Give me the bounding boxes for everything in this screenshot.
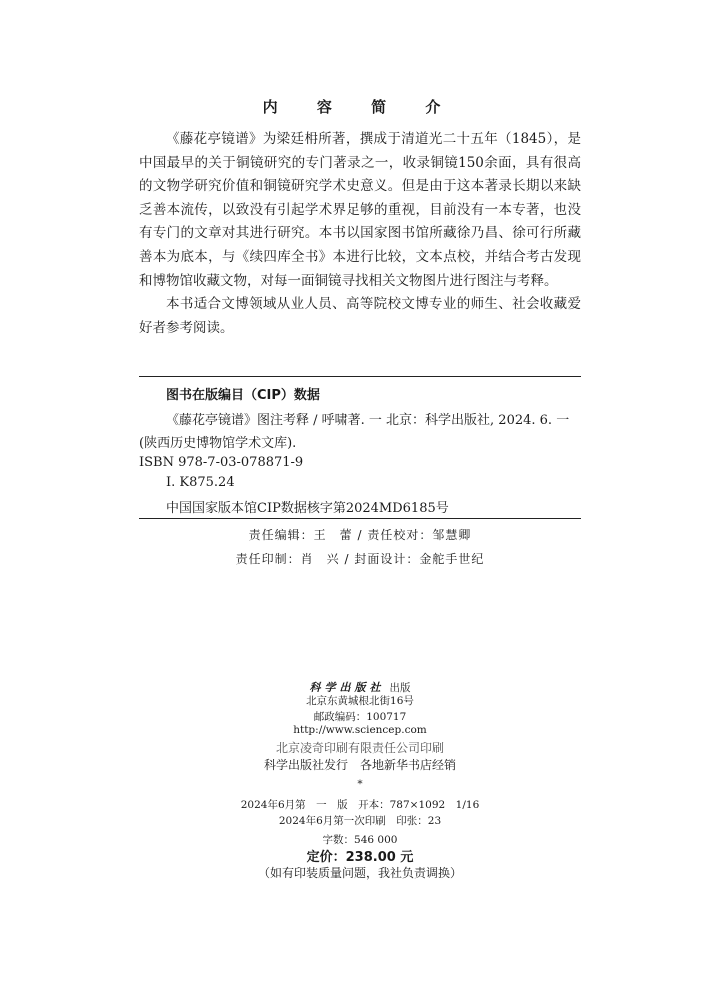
cip-series-line: (陕西历史博物馆学术文库).: [139, 436, 297, 451]
publisher-name: 科学出版社: [309, 681, 385, 694]
cip-top-rule: [139, 376, 581, 377]
editorial-staff-line-2: 责任印制：肖 兴 / 封面设计：金舵手世纪: [235, 552, 485, 566]
cip-heading: 图书在版编目（CIP）数据: [166, 388, 320, 403]
publisher-url: http://www.sciencep.com: [293, 724, 427, 736]
editorial-staff-line-1: 责任编辑：王 蕾 / 责任校对：邹慧卿: [248, 528, 472, 542]
summary-paragraph-2: 本书适合文博领域从业人员、高等院校文博专业的师生、社会收藏爱好者参考阅读。: [139, 296, 581, 336]
cip-bottom-rule: [139, 518, 581, 519]
edition-line: 2024年6月第 一 版 开本：787×1092 1/16: [240, 799, 480, 811]
quality-note: （如有印装质量问题，我社负责调换）: [257, 866, 462, 880]
word-count: 字数：546 000: [322, 834, 398, 846]
cip-bibliographic-line: 《藤花亭镜谱》图注考释 / 呼啸著. 一 北京：科学出版社, 2024. 6. 一: [166, 413, 570, 428]
cip-isbn: ISBN 978-7-03-078871-9: [139, 455, 304, 470]
price: 定价：238.00 元: [306, 850, 414, 865]
distribution-line: 科学出版社发行 各地新华书店经销: [263, 758, 456, 772]
publisher-suffix: 出版: [389, 682, 411, 694]
cip-classification: Ⅰ. K875.24: [166, 475, 235, 490]
printing-line: 2024年6月第一次印刷 印张：23: [278, 815, 442, 827]
separator-asterisk: *: [357, 778, 363, 790]
postcode: 邮政编码：100717: [313, 711, 407, 723]
publisher-address: 北京东黄城根北街16号: [306, 695, 414, 707]
printer-line: 北京凌奇印刷有限责任公司印刷: [275, 741, 444, 755]
summary-paragraph-1: 《藤花亭镜谱》为梁廷枏所著，撰成于清道光二十五年（1845），是中国最早的关于铜镜研究的专门著录之一，收录铜镜150余面，具有很高的文物学研究价值和铜镜研究学术史意义。但是由于这本著录长期以来缺乏善本流传，以致没有引起学术界足够的重视，目前没有一本专著，也没有专门的文章对其进行研究。本书以国家图书馆所藏徐乃昌、徐可行所藏善本为底本，与《续四库全书》本进行比较，文本点校，并结合考古发现和博物馆收藏文物，对每一面铜镜寻找相关文物图片进行图注与考释。: [139, 131, 581, 289]
cip-record-number: 中国国家版本馆CIP数据核字第2024MD6185号: [166, 501, 449, 516]
summary-title: 内 容 简 介: [262, 98, 458, 116]
